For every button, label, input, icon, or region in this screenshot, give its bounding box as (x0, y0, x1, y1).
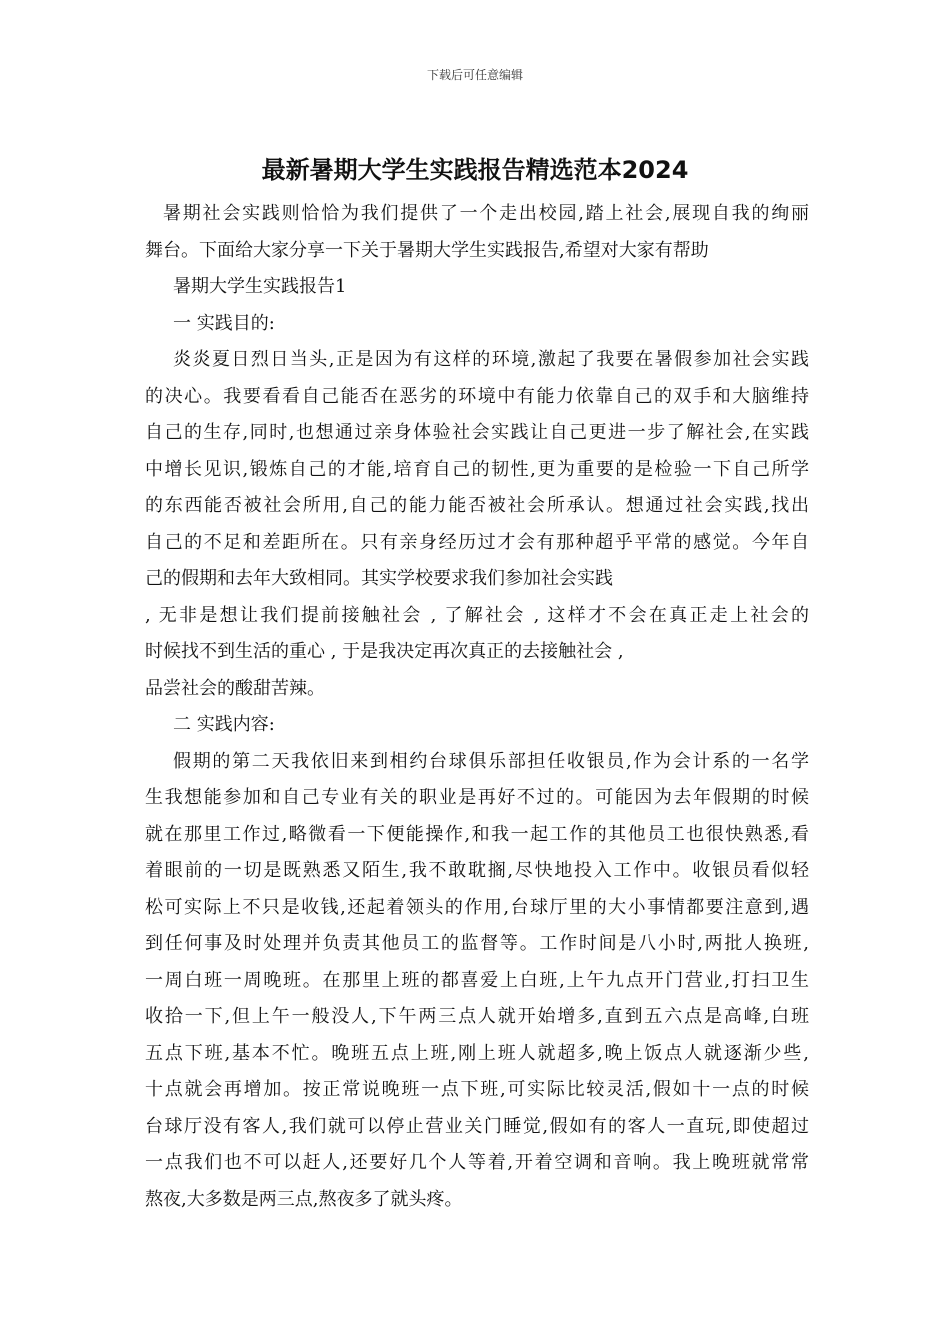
para2-line: 着眼前的一切是既熟悉又陌生,我不敢耽搁,尽快地投入工作中。收银员看似轻 (145, 860, 809, 881)
para2-line: 到任何事及时处理并负责其他员工的监督等。工作时间是八小时,两批人换班, (145, 933, 809, 954)
para1-line: 自己的生存,同时,也想通过亲身体验社会实践让自己更进一步了解社会,在实践 (145, 422, 809, 443)
para2-line: 松可实际上不只是收钱,还起着领头的作用,台球厅里的大小事情都要注意到,遇 (145, 896, 809, 918)
heading-content: 二 实践内容: (173, 714, 275, 735)
document-title: 最新暑期大学生实践报告精选范本2024 (261, 156, 689, 184)
para2-line: 就在那里工作过,略微看一下便能操作,和我一起工作的其他员工也很快熟悉,看 (145, 823, 809, 845)
document-body (145, 196, 809, 1218)
section-title: 暑期大学生实践报告1 (173, 276, 347, 297)
para1-line: 的决心。我要看看自己能否在恶劣的环境中有能力依靠自己的双手和大脑维持 (145, 385, 809, 407)
para2-line: 一点我们也不可以赶人,还要好几个人等着,开着空调和音响。我上晚班就常常 (145, 1152, 809, 1173)
para1-line: 炎炎夏日烈日当头,正是因为有这样的环境,激起了我要在暑假参加社会实践 (173, 349, 809, 370)
intro-line: 暑期社会实践则恰恰为我们提供了一个走出校园,踏上社会,展现自我的绚丽 (163, 203, 809, 224)
para2-line: 台球厅没有客人,我们就可以停止营业关门睡觉,假如有的客人一直玩,即使超过 (145, 1115, 809, 1137)
heading-purpose: 一 实践目的: (173, 312, 275, 334)
page-header: 下载后可任意编辑 (426, 68, 523, 82)
para2-line: 生我想能参加和自己专业有关的职业是再好不过的。可能因为去年假期的时候 (145, 787, 809, 808)
para1-line: 品尝社会的酸甜苦辣。 (145, 677, 325, 699)
para2-line: 熬夜,大多数是两三点,熬夜多了就头疼。 (145, 1188, 463, 1210)
intro-line: 舞台。下面给大家分享一下关于暑期大学生实践报告,希望对大家有帮助 (145, 239, 709, 261)
para1-line: 己的假期和去年大致相同。其实学校要求我们参加社会实践 (145, 568, 613, 589)
para2-line: 十点就会再增加。按正常说晚班一点下班,可实际比较灵活,假如十一点的时候 (145, 1079, 809, 1100)
para2-line: 收拾一下,但上午一般没人,下午两三点人就开始增多,直到五六点是高峰,白班 (145, 1006, 809, 1027)
para1-line: 中增长见识,锻炼自己的才能,培育自己的韧性,更为重要的是检验一下自己所学 (145, 458, 809, 480)
para2-line: 五点下班,基本不忙。晚班五点上班,刚上班人就超多,晚上饭点人就逐渐少些, (145, 1042, 809, 1064)
para1-line: 自己的不足和差距所在。只有亲身经历过才会有那种超乎平常的感觉。今年自 (145, 531, 809, 553)
para2-line: 一周白班一周晚班。在那里上班的都喜爱上白班,上午九点开门营业,打扫卫生 (145, 969, 809, 991)
para1-line: , 无非是想让我们提前接触社会 , 了解社会 , 这样才不会在真正走上社会的 (145, 604, 809, 626)
para1-line: 时候找不到生活的重心 , 于是我决定再次真正的去接触社会 , (145, 641, 624, 662)
para2-line: 假期的第二天我依旧来到相约台球俱乐部担任收银员,作为会计系的一名学 (173, 750, 809, 772)
para1-line: 的东西能否被社会所用,自己的能力能否被社会所承认。想通过社会实践,找出 (145, 495, 809, 516)
